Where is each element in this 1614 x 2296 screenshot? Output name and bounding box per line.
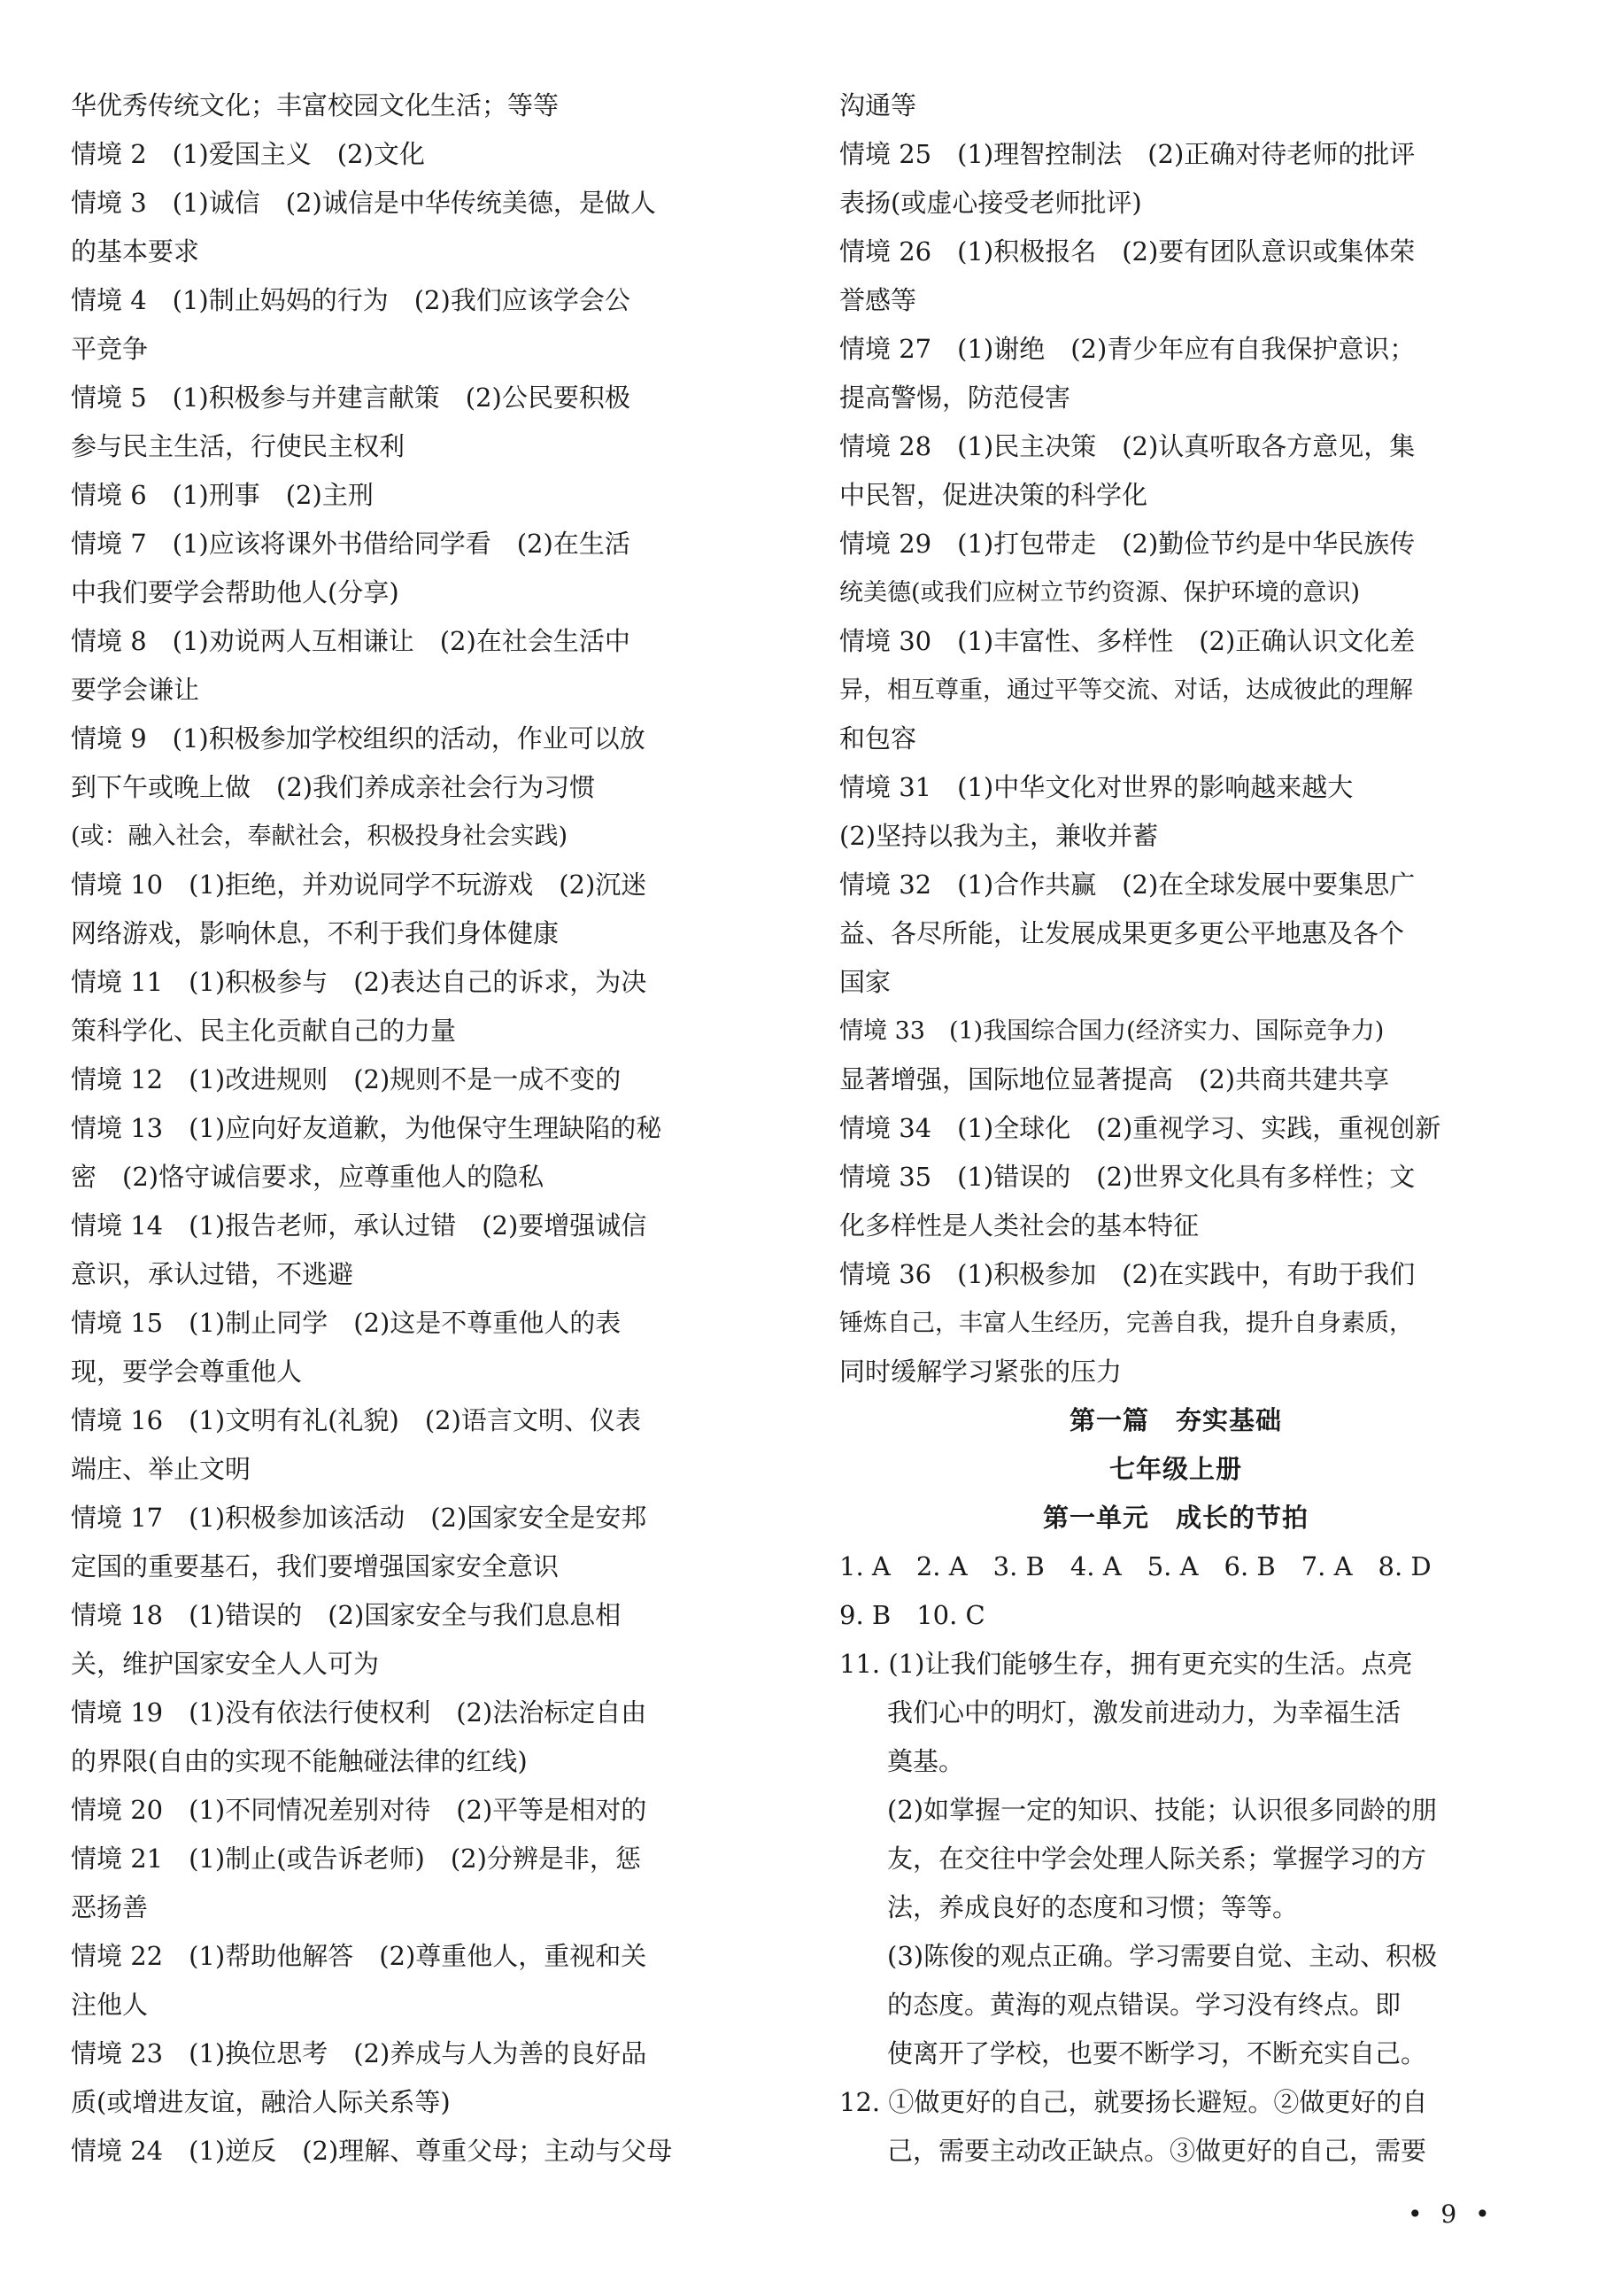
text-line: 情境 21 (1)制止(或告诉老师) (2)分辨是非，惩 <box>71 1844 641 1874</box>
text-line: 情境 4 (1)制止妈妈的行为 (2)我们应该学会公 <box>71 285 630 315</box>
right-column <box>839 81 1512 2176</box>
text-line: 情境 28 (1)民主决策 (2)认真听取各方意见，集 <box>839 431 1416 461</box>
mc-answers-row: 9. B 10. C <box>839 1600 985 1630</box>
text-line: 情境 25 (1)理智控制法 (2)正确对待老师的批评 <box>839 139 1416 169</box>
left-column <box>71 81 744 2176</box>
text-line: 中民智，促进决策的科学化 <box>839 480 1148 510</box>
text-line: 关，维护国家安全人人可为 <box>71 1649 380 1679</box>
text-line: 统美德(或我们应树立节约资源、保护环境的意识) <box>839 579 1361 607</box>
text-line: 网络游戏，影响休息，不利于我们身体健康 <box>71 918 560 948</box>
text-line: 情境 14 (1)报告老师，承认过错 (2)要增强诚信 <box>71 1210 647 1241</box>
text-line: 意识，承认过错，不逃避 <box>71 1259 354 1289</box>
text-line: 情境 26 (1)积极报名 (2)要有团队意识或集体荣 <box>839 236 1416 267</box>
q11-line: (3)陈俊的观点正确。学习需要自觉、主动、积极 <box>887 1941 1438 1971</box>
text-line: 情境 16 (1)文明有礼(礼貌) (2)语言文明、仪表 <box>71 1405 641 1435</box>
text-line: 情境 31 (1)中华文化对世界的影响越来越大 <box>839 772 1354 802</box>
text-line: 情境 19 (1)没有依法行使权利 (2)法治标定自由 <box>71 1697 647 1728</box>
part-heading: 第一篇 夯实基础 <box>1069 1405 1282 1435</box>
q11-line: 11. (1)让我们能够生存，拥有更充实的生活。点亮 <box>839 1649 1413 1679</box>
text-line: 情境 15 (1)制止同学 (2)这是不尊重他人的表 <box>71 1308 622 1338</box>
text-line: 锤炼自己，丰富人生经历，完善自我，提升自身素质， <box>839 1310 1413 1337</box>
text-line: 誉感等 <box>839 285 917 315</box>
q12-line: 己，需要主动改正缺点。③做更好的自己，需要 <box>887 2136 1427 2166</box>
text-line: 情境 18 (1)错误的 (2)国家安全与我们息息相 <box>71 1600 622 1630</box>
q12-line: 12. ①做更好的自己，就要扬长避短。②做更好的自 <box>839 2087 1428 2117</box>
text-line: 质(或增进友谊，融洽人际关系等) <box>71 2087 451 2117</box>
text-line: 化多样性是人类社会的基本特征 <box>839 1210 1200 1241</box>
text-line: 定国的重要基石，我们要增强国家安全意识 <box>71 1551 560 1581</box>
text-line: 情境 24 (1)逆反 (2)理解、尊重父母；主动与父母 <box>71 2136 673 2166</box>
text-line: 情境 11 (1)积极参与 (2)表达自己的诉求，为决 <box>71 967 647 997</box>
text-line: 情境 5 (1)积极参与并建言献策 (2)公民要积极 <box>71 383 630 413</box>
text-line: 密 (2)恪守诚信要求，应尊重他人的隐私 <box>71 1162 544 1192</box>
text-line: 情境 34 (1)全球化 (2)重视学习、实践，重视创新 <box>839 1113 1441 1143</box>
text-line: 情境 30 (1)丰富性、多样性 (2)正确认识文化差 <box>839 626 1416 656</box>
text-line: 情境 8 (1)劝说两人互相谦让 (2)在社会生活中 <box>71 626 630 656</box>
q11-line: (2)如掌握一定的知识、技能；认识很多同龄的朋 <box>887 1795 1438 1825</box>
text-line: 参与民主生活，行使民主权利 <box>71 431 405 461</box>
text-line: 端庄、举止文明 <box>71 1454 251 1484</box>
text-line: 情境 27 (1)谢绝 (2)青少年应有自我保护意识； <box>839 334 1416 364</box>
text-line: 益、各尽所能，让发展成果更多更公平地惠及各个 <box>839 918 1405 948</box>
text-line: 情境 12 (1)改进规则 (2)规则不是一成不变的 <box>71 1064 622 1094</box>
text-line: 和包容 <box>839 723 917 754</box>
text-line: 注他人 <box>71 1990 149 2020</box>
text-line: 情境 2 (1)爱国主义 (2)文化 <box>71 139 425 169</box>
text-line: 国家 <box>839 967 892 997</box>
q11-line: 使离开了学校，也要不断学习，不断充实自己。 <box>887 2038 1427 2068</box>
mc-answers-row: 1. A 2. A 3. B 4. A 5. A 6. B 7. A 8. D <box>839 1551 1432 1581</box>
text-line: 同时缓解学习紧张的压力 <box>839 1357 1123 1387</box>
text-line: 沟通等 <box>839 90 917 120</box>
text-line: 要学会谦让 <box>71 675 200 705</box>
text-line: 情境 23 (1)换位思考 (2)养成与人为善的良好品 <box>71 2038 647 2068</box>
text-line: 提高警惕，防范侵害 <box>839 383 1071 413</box>
text-line: 的界限(自由的实现不能触碰法律的红线) <box>71 1746 528 1776</box>
text-line: 显著增强，国际地位显著提高 (2)共商共建共享 <box>839 1064 1390 1094</box>
text-line: 表扬(或虚心接受老师批评) <box>839 188 1142 218</box>
text-line: 情境 36 (1)积极参加 (2)在实践中，有助于我们 <box>839 1259 1416 1289</box>
text-line: 到下午或晚上做 (2)我们养成亲社会行为习惯 <box>71 772 596 802</box>
text-line: 情境 13 (1)应向好友道歉，为他保守生理缺陷的秘 <box>71 1113 662 1143</box>
text-line: 情境 10 (1)拒绝，并劝说同学不玩游戏 (2)沉迷 <box>71 870 647 900</box>
q11-line: 的态度。黄海的观点错误。学习没有终点。即 <box>887 1990 1402 2020</box>
text-line: 情境 9 (1)积极参加学校组织的活动，作业可以放 <box>71 723 645 754</box>
text-line: 情境 22 (1)帮助他解答 (2)尊重他人，重视和关 <box>71 1941 647 1971</box>
text-line: (2)坚持以我为主，兼收并蓄 <box>839 821 1159 851</box>
q11-line: 友，在交往中学会处理人际关系；掌握学习的方 <box>887 1844 1427 1874</box>
text-line: 现，要学会尊重他人 <box>71 1357 303 1387</box>
text-line: 华优秀传统文化；丰富校园文化生活；等等 <box>71 90 560 120</box>
text-line: 中我们要学会帮助他人(分享) <box>71 577 399 607</box>
text-line: 异，相互尊重，通过平等交流、对话，达成彼此的理解 <box>839 676 1413 704</box>
text-line: 情境 17 (1)积极参加该活动 (2)国家安全是安邦 <box>71 1503 647 1533</box>
q11-line: 奠基。 <box>887 1746 965 1776</box>
text-line: 情境 6 (1)刑事 (2)主刑 <box>71 480 374 510</box>
text-line: 平竞争 <box>71 334 149 364</box>
text-line: 策科学化、民主化贡献自己的力量 <box>71 1016 457 1046</box>
page-number: • 9 • <box>1408 2199 1495 2229</box>
text-line: 情境 32 (1)合作共赢 (2)在全球发展中要集思广 <box>839 870 1416 900</box>
text-line: 情境 29 (1)打包带走 (2)勤俭节约是中华民族传 <box>839 529 1416 559</box>
q11-line: 法，养成良好的态度和习惯；等等。 <box>887 1892 1299 1922</box>
text-line: (或：融入社会，奉献社会，积极投身社会实践) <box>71 823 568 850</box>
text-line: 情境 20 (1)不同情况差别对待 (2)平等是相对的 <box>71 1795 647 1825</box>
text-line: 情境 7 (1)应该将课外书借给同学看 (2)在生活 <box>71 529 630 559</box>
text-line: 恶扬善 <box>71 1892 149 1922</box>
text-line: 情境 35 (1)错误的 (2)世界文化具有多样性；文 <box>839 1162 1416 1192</box>
text-line: 情境 3 (1)诚信 (2)诚信是中华传统美德，是做人 <box>71 188 656 218</box>
grade-heading: 七年级上册 <box>1108 1454 1242 1484</box>
text-line: 情境 33 (1)我国综合国力(经济实力、国际竞争力) <box>839 1017 1385 1045</box>
unit-heading: 第一单元 成长的节拍 <box>1042 1503 1309 1533</box>
text-line: 的基本要求 <box>71 236 200 267</box>
q11-line: 我们心中的明灯，激发前进动力，为幸福生活 <box>887 1697 1402 1728</box>
